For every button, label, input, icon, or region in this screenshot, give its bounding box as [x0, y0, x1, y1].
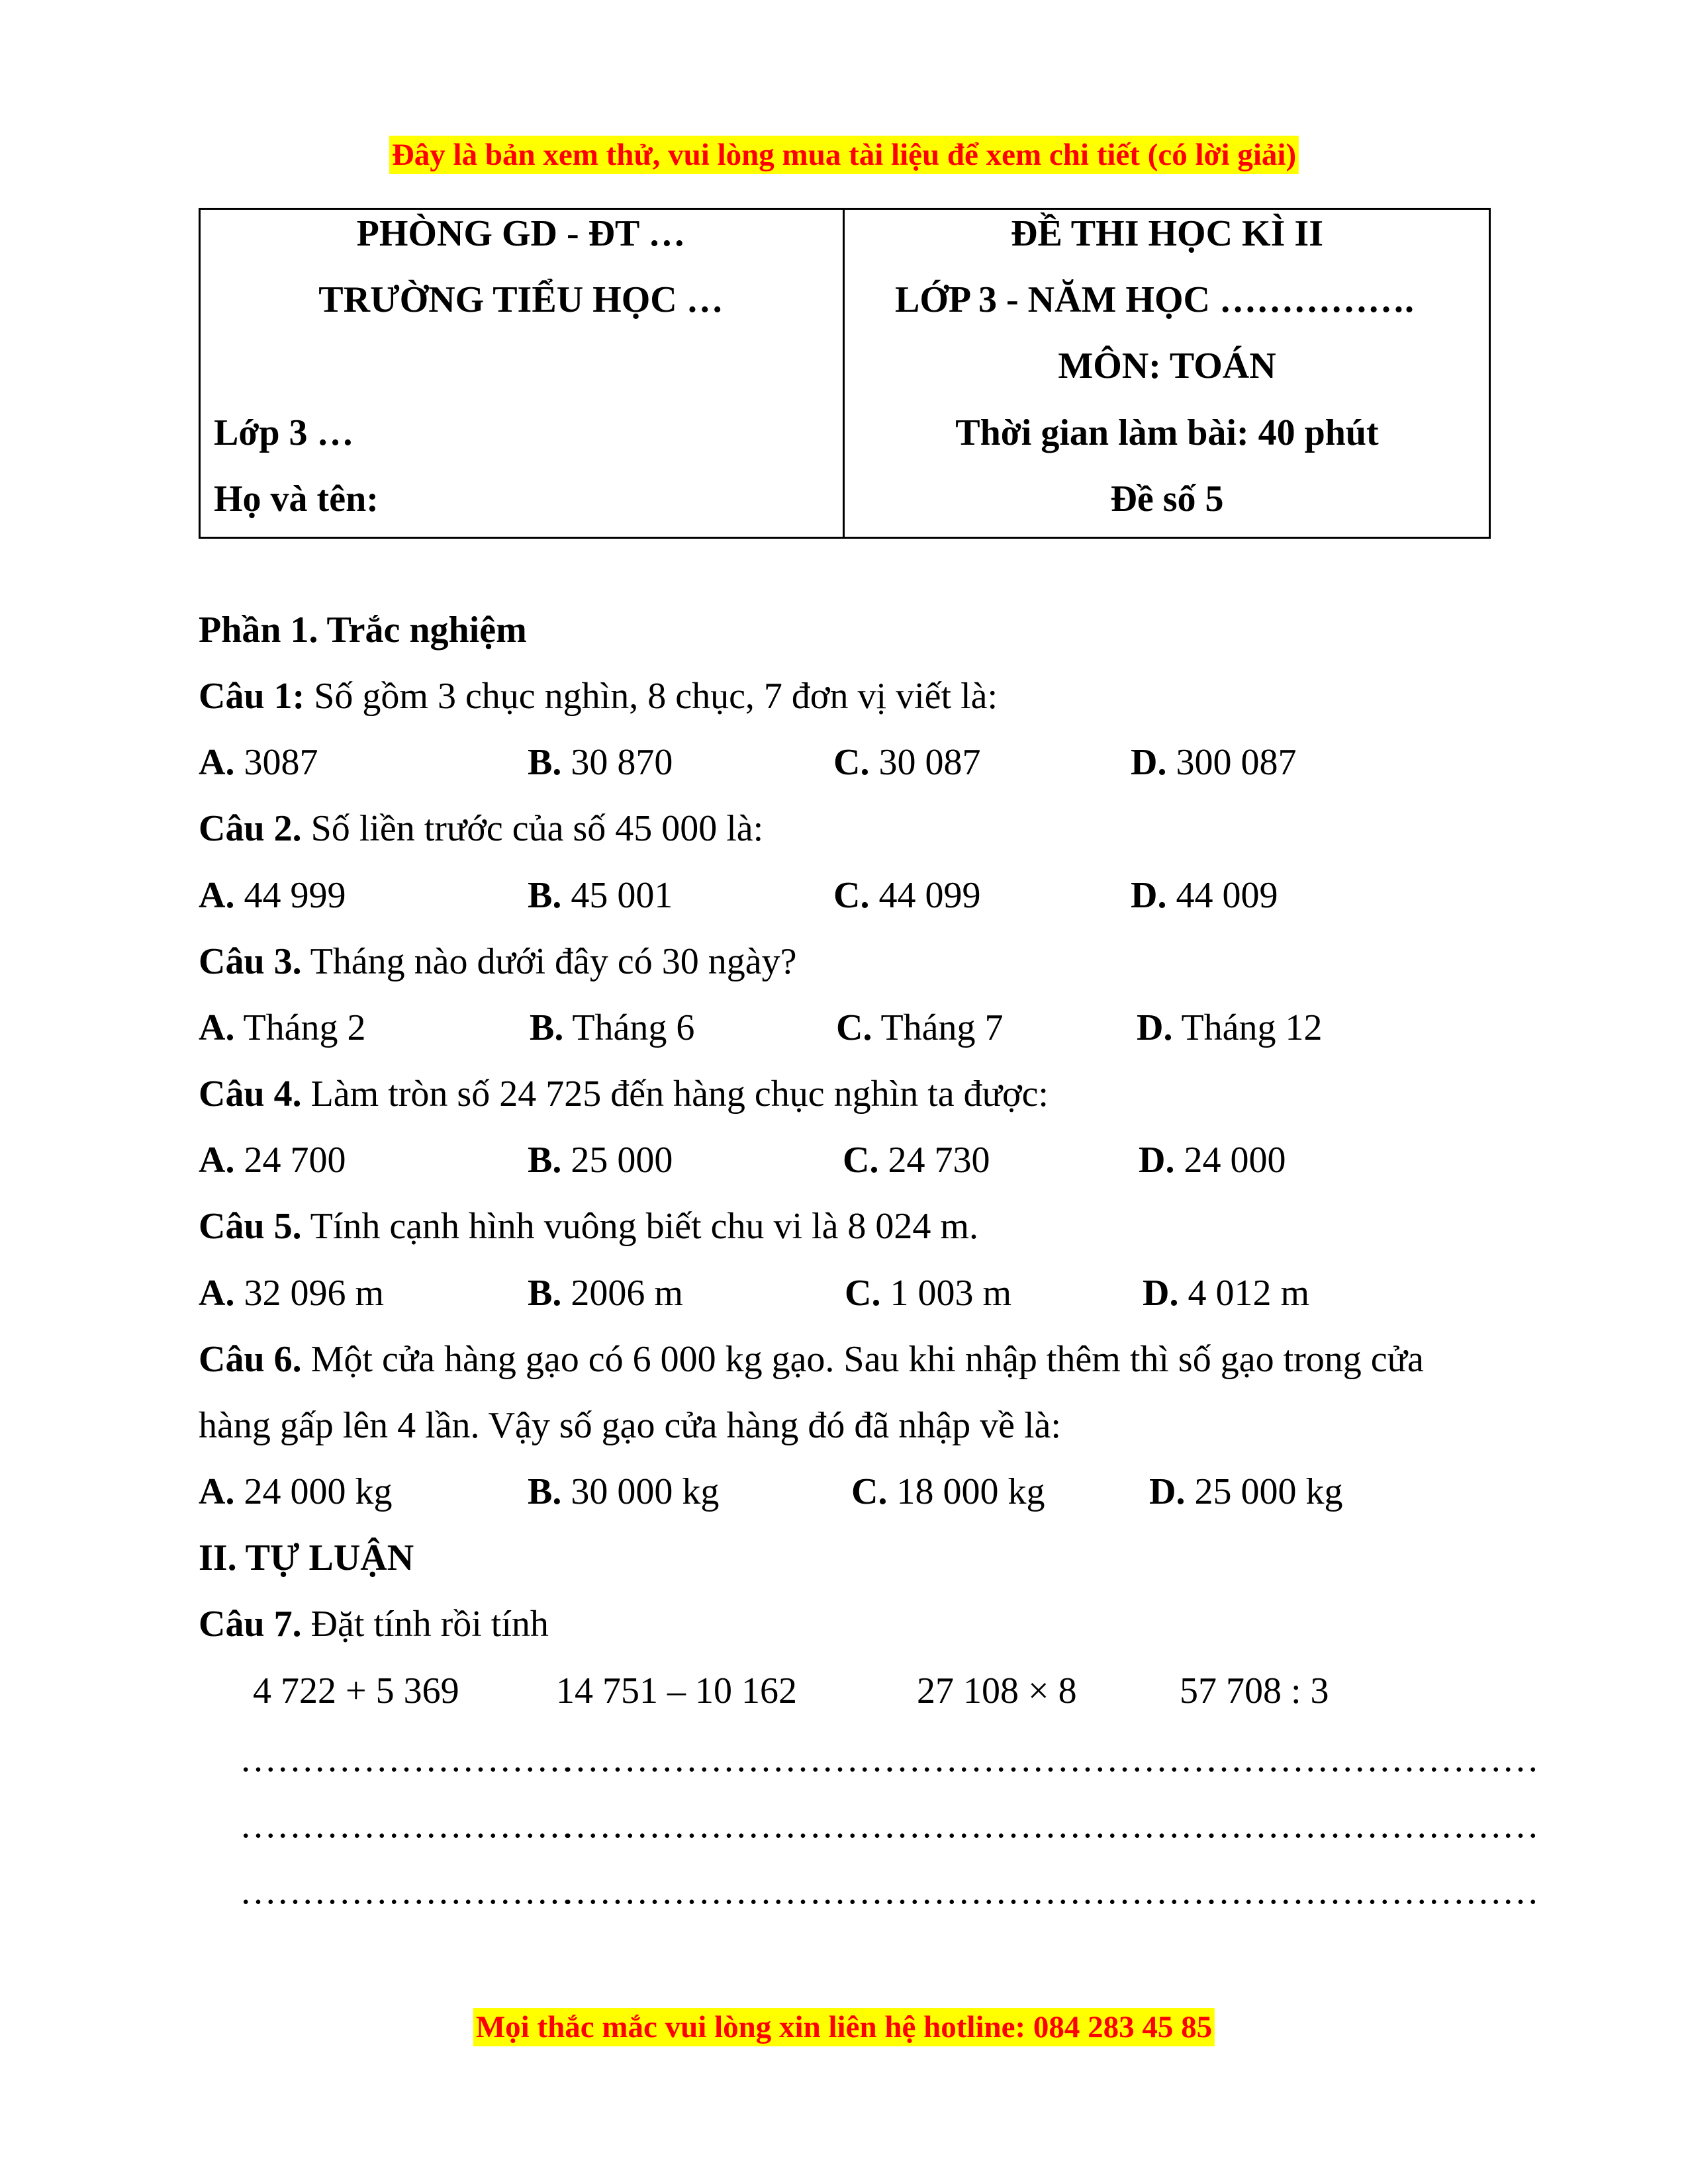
question-6	[199, 1336, 1424, 1383]
question-text: Một cửa hàng gạo có 6 000 kg gạo. Sau khi nhập thêm thì số gạo trong cửa	[301, 1339, 1424, 1380]
answer-line: ………………………	[240, 1871, 573, 1912]
answer-line: ………………………	[884, 1871, 1217, 1912]
option-4c: C. 24 730	[843, 1140, 990, 1181]
question-label: Câu 6.	[199, 1339, 302, 1380]
preview-banner: Đây là bản xem thử, vui lòng mua tài liệu để xem chi tiết (có lời giải)	[389, 136, 1299, 174]
option-3a: A. Tháng 2	[199, 1007, 366, 1048]
expression-1: 4 722 + 5 369	[253, 1670, 459, 1711]
question-text: Tháng nào dưới đây có 30 ngày?	[301, 941, 797, 982]
option-1c: C. 30 087	[833, 742, 981, 783]
header-exam-title: ĐỀ THI HỌC KÌ II	[1011, 213, 1323, 254]
option-4b: B. 25 000	[528, 1140, 673, 1181]
question-5	[199, 1203, 978, 1250]
option-3c: C. Tháng 7	[836, 1007, 1004, 1048]
option-2c: C. 44 099	[833, 875, 981, 916]
question-text: Số gồm 3 chục nghìn, 8 chục, 7 đơn vị viết là:	[305, 676, 998, 717]
answer-line: ………………………	[562, 1871, 896, 1912]
header-table	[199, 208, 1491, 539]
option-3d: D. Tháng 12	[1137, 1007, 1323, 1048]
option-6c: C. 18 000 kg	[851, 1471, 1045, 1512]
answer-line: ………………………	[1205, 1871, 1539, 1912]
question-2	[199, 805, 763, 852]
question-label: Câu 3.	[199, 941, 302, 982]
expression-2: 14 751 – 10 162	[556, 1670, 797, 1711]
option-5c: C. 1 003 m	[845, 1273, 1012, 1314]
hotline-banner: Mọi thắc mắc vui lòng xin liên hệ hotline: 084 283 45 85	[473, 2008, 1215, 2046]
option-3b: B. Tháng 6	[530, 1007, 695, 1048]
option-5a: A. 32 096 m	[199, 1273, 385, 1314]
answer-line: ………………………	[884, 1805, 1217, 1846]
option-6a: A. 24 000 kg	[199, 1471, 393, 1512]
header-exam-number: Đề số 5	[1110, 478, 1224, 520]
option-6d: D. 25 000 kg	[1149, 1471, 1343, 1512]
question-text: Số liền trước của số 45 000 là:	[301, 808, 764, 849]
answer-line: ………………………	[240, 1805, 573, 1846]
option-6b: B. 30 000 kg	[528, 1471, 720, 1512]
option-2b: B. 45 001	[528, 875, 673, 916]
answer-line: ………………………	[562, 1739, 896, 1780]
header-school: TRƯỜNG TIỂU HỌC …	[318, 279, 724, 320]
question-text: Làm tròn số 24 725 đến hàng chục nghìn ta được:	[301, 1073, 1049, 1115]
question-label: Câu 7.	[199, 1604, 302, 1645]
header-subject: MÔN: TOÁN	[1058, 345, 1276, 387]
expression-3: 27 108 × 8	[917, 1670, 1077, 1711]
option-5b: B. 2006 m	[528, 1273, 683, 1314]
header-dept: PHÒNG GD - ĐT …	[356, 213, 686, 254]
option-1b: B. 30 870	[528, 742, 673, 783]
question-6-line2: hàng gấp lên 4 lần. Vậy số gạo cửa hàng đó đã nhập về là:	[199, 1405, 1061, 1446]
question-7	[199, 1601, 549, 1647]
question-label: Câu 2.	[199, 808, 302, 849]
question-4	[199, 1071, 1049, 1117]
part1-title: Phần 1. Trắc nghiệm	[199, 610, 527, 651]
option-5d: D. 4 012 m	[1143, 1273, 1310, 1314]
answer-line: ………………………	[1205, 1805, 1539, 1846]
option-2a: A. 44 999	[199, 875, 346, 916]
question-text: Tính cạnh hình vuông biết chu vi là 8 024 m.	[301, 1206, 978, 1247]
question-1	[199, 673, 998, 719]
question-label: Câu 5.	[199, 1206, 302, 1247]
answer-line: ………………………	[1205, 1739, 1539, 1780]
header-name-label: Họ và tên:	[214, 478, 379, 520]
answer-line: ………………………	[240, 1739, 573, 1780]
option-1d: D. 300 087	[1131, 742, 1297, 783]
question-label: Câu 1:	[199, 676, 305, 717]
expression-4: 57 708 : 3	[1180, 1670, 1329, 1711]
option-4a: A. 24 700	[199, 1140, 346, 1181]
header-class-label: Lớp 3 …	[214, 412, 354, 453]
answer-line: ………………………	[562, 1805, 896, 1846]
header-grade-year: LỚP 3 - NĂM HỌC …………….	[895, 279, 1414, 320]
header-divider	[843, 208, 845, 539]
question-label: Câu 4.	[199, 1073, 302, 1115]
answer-line: ………………………	[884, 1739, 1217, 1780]
option-1a: A. 3087	[199, 742, 318, 783]
option-4d: D. 24 000	[1139, 1140, 1286, 1181]
question-text: Đặt tính rồi tính	[301, 1604, 549, 1645]
part2-title: II. TỰ LUẬN	[199, 1537, 414, 1578]
option-2d: D. 44 009	[1131, 875, 1278, 916]
header-time: Thời gian làm bài: 40 phút	[955, 412, 1379, 453]
question-3	[199, 938, 796, 985]
